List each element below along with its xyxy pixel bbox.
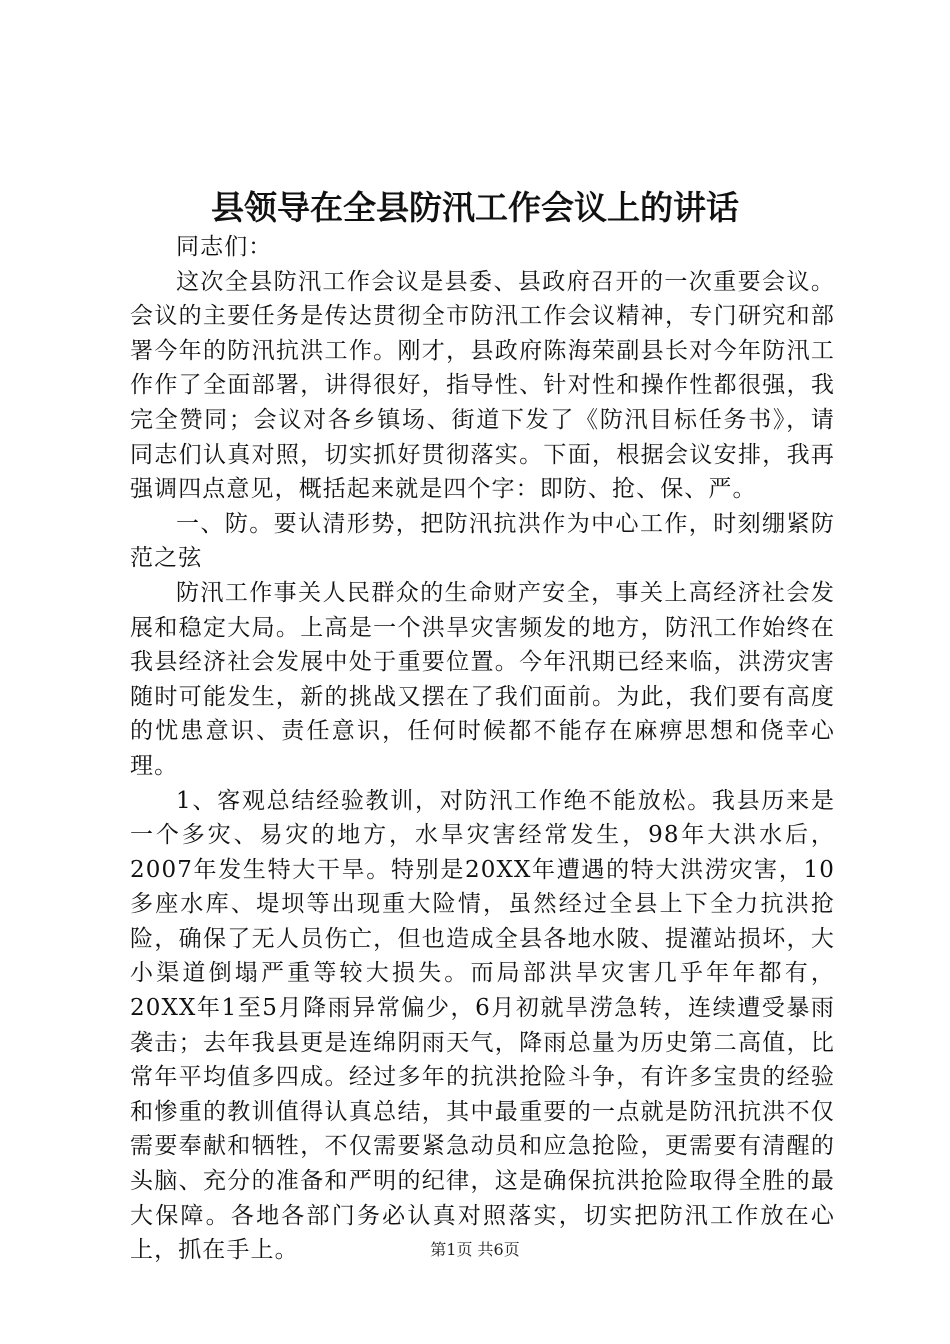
page-footer: 第1页 共6页 [430, 1240, 520, 1259]
section-heading-paragraph: 一、防。要认清形势，把防汛抗洪作为中心工作，时刻绷紧防范之弦 [130, 510, 835, 572]
body-paragraph: 防汛工作事关人民群众的生命财产安全，事关上高经济社会发展和稳定大局。上高是一个洪旱灾害频发的地方，防汛工作始终在我县经济社会发展中处于重要位置。今年汛期已经来临，洪涝灾害随时可能发生，新的挑战又摆在了我们面前。为此，我们要有高度的忧患意识、责任意识，任何时候都不能存在麻痹思想和侥幸心理。 [130, 579, 835, 779]
intro-paragraph: 这次全县防汛工作会议是县委、县政府召开的一次重要会议。会议的主要任务是传达贯彻全市防汛工作会议精神，专门研究和部署今年的防汛抗洪工作。刚才，县政府陈海荣副县长对今年防汛工作作了全面部署，讲得很好，指导性、针对性和操作性都很强，我完全赞同；会议对各乡镇场、街道下发了《防汛目标任务书》，请同志们认真对照，切实抓好贯彻落实。下面，根据会议安排，我再强调四点意见，概括起来就是四个字：即防、抢、保、严。 [130, 268, 835, 503]
body-paragraph: 1、客观总结经验教训，对防汛工作绝不能放松。我县历来是一个多灾、易灾的地方，水旱灾害经常发生，98年大洪水后，2007年发生特大干旱。特别是20XX年遭遇的特大洪涝灾害，10多座水库、堤坝等出现重大险情，虽然经过全县上下全力抗洪抢险，确保了无人员伤亡，但也造成全县各地水陂、提灌站损坏，大小渠道倒塌严重等较大损失。而局部洪旱灾害几乎年年都有，20XX年1至5月降雨异常偏少，6月初就旱涝急转，连续遭受暴雨袭击；去年我县更是连绵阴雨天气，降雨总量为历史第二高值，比常年平均值多四成。经过多年的抗洪抢险斗争，有许多宝贵的经验和惨重的教训值得认真总结，其中最重要的一点就是防汛抗洪不仅需要奉献和牺牲，不仅需要紧急动员和应急抢险，更需要有清醒的头脑、充分的准备和严明的纪律，这是确保抗洪抢险取得全胜的最大保障。各地各部门务必认真对照落实，切实把防汛工作放在心上，抓在手上。 [130, 787, 835, 1264]
document-body [130, 230, 835, 1268]
document-title: 县领导在全县防汛工作会议上的讲话 [211, 188, 739, 227]
salutation-paragraph: 同志们： [176, 234, 273, 260]
